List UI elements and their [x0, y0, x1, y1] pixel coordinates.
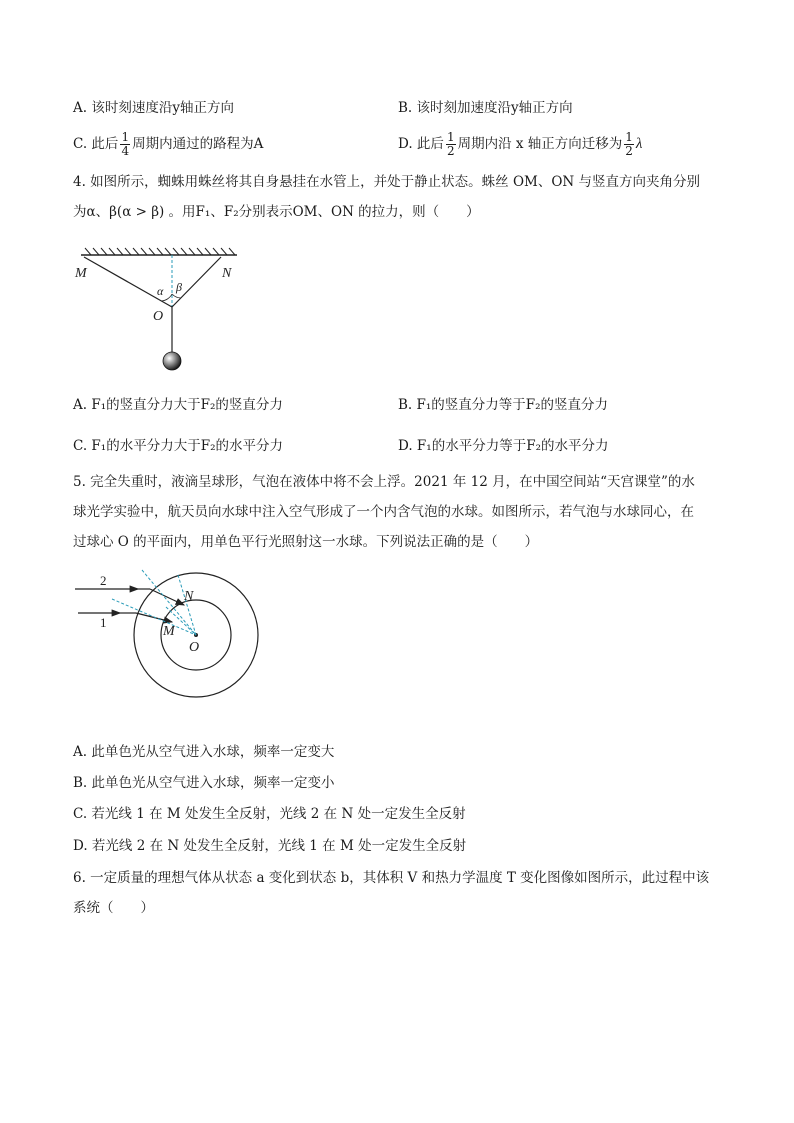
q6-stem — [73, 863, 723, 923]
q5-stem-line2: 球光学实验中，航天员向水球中注入空气形成了一个内含气泡的水球。如图所示，若气泡与水球同心，在 — [73, 504, 694, 520]
label-o: O — [189, 640, 200, 655]
q5-option-a: A. 此单色光从空气进入水球，频率一定变大 — [73, 744, 335, 760]
q5-option-b: B. 此单色光从空气进入水球，频率一定变小 — [73, 775, 335, 791]
label-o: O — [153, 309, 164, 324]
label-ray-1: 1 — [100, 615, 107, 630]
thread-om — [84, 257, 172, 307]
q5-stem — [73, 467, 723, 557]
label-m: M — [163, 624, 175, 639]
q4-option-a: A. F₁的竖直分力大于F₂的竖直分力 — [73, 397, 283, 413]
label-alpha: α — [157, 284, 164, 298]
q5-option-d: D. 若光线 2 在 N 处发生全反射，光线 1 在 M 处一定发生全反射 — [73, 838, 467, 854]
q3-option-c: C. 此后 $\frac{1}{4}$ 周期内通过的路程为A — [73, 130, 264, 158]
q5-option-c: C. 若光线 1 在 M 处发生全反射，光线 2 在 N 处一定发生全反射 — [73, 806, 466, 822]
q4-option-d: D. F₁的水平分力等于F₂的水平分力 — [398, 438, 609, 454]
q6-stem-line1: 6. 一定质量的理想气体从状态 a 变化到状态 b，其体积 V 和热力学温度 T 变化图像如图所示，此过程中该 — [73, 870, 710, 886]
spider-hanging-figure — [73, 245, 243, 375]
q5-stem-line1: 5. 完全失重时，液滴呈球形，气泡在液体中将不会上浮。2021 年 12 月，在中国空间站“天宫课堂”的水 — [73, 474, 695, 490]
q5-stem-line3: 过球心 O 的平面内，用单色平行光照射这一水球。下列说法正确的是（ ） — [73, 534, 539, 550]
q3-option-b: B. 该时刻加速度沿y轴正方向 — [398, 100, 573, 116]
label-n: N — [222, 266, 232, 281]
label-n: N — [184, 589, 194, 604]
water-ball-figure — [70, 565, 270, 705]
normal-line-n — [178, 575, 196, 635]
q4-stem — [73, 167, 723, 227]
spider-ball — [163, 352, 181, 370]
q6-stem-line2: 系统（ ） — [73, 900, 154, 916]
q4-stem-line1: 4. 如图所示，蜘蛛用蛛丝将其自身悬挂在水管上，并处于静止状态。蛛丝 OM、ON 与竖直方向夹角分别 — [73, 174, 701, 190]
label-beta: β — [176, 280, 182, 294]
q4-option-b: B. F₁的竖直分力等于F₂的竖直分力 — [398, 397, 609, 413]
ray-2-refracted — [150, 589, 184, 605]
q3-option-a: A. 该时刻速度沿y轴正方向 — [73, 100, 234, 116]
label-m: M — [75, 266, 87, 281]
label-ray-2: 2 — [100, 573, 107, 588]
q4-option-c: C. F₁的水平分力大于F₂的水平分力 — [73, 438, 283, 454]
q4-stem-line2: 为α、β(α > β) 。用F₁、F₂分别表示OM、ON 的拉力，则（ ） — [73, 204, 480, 220]
q3-option-d: D. 此后 $\frac{1}{2}$ 周期内沿 x 轴正方向迁移为 $\frac{1}{2}$ λ — [398, 130, 643, 158]
